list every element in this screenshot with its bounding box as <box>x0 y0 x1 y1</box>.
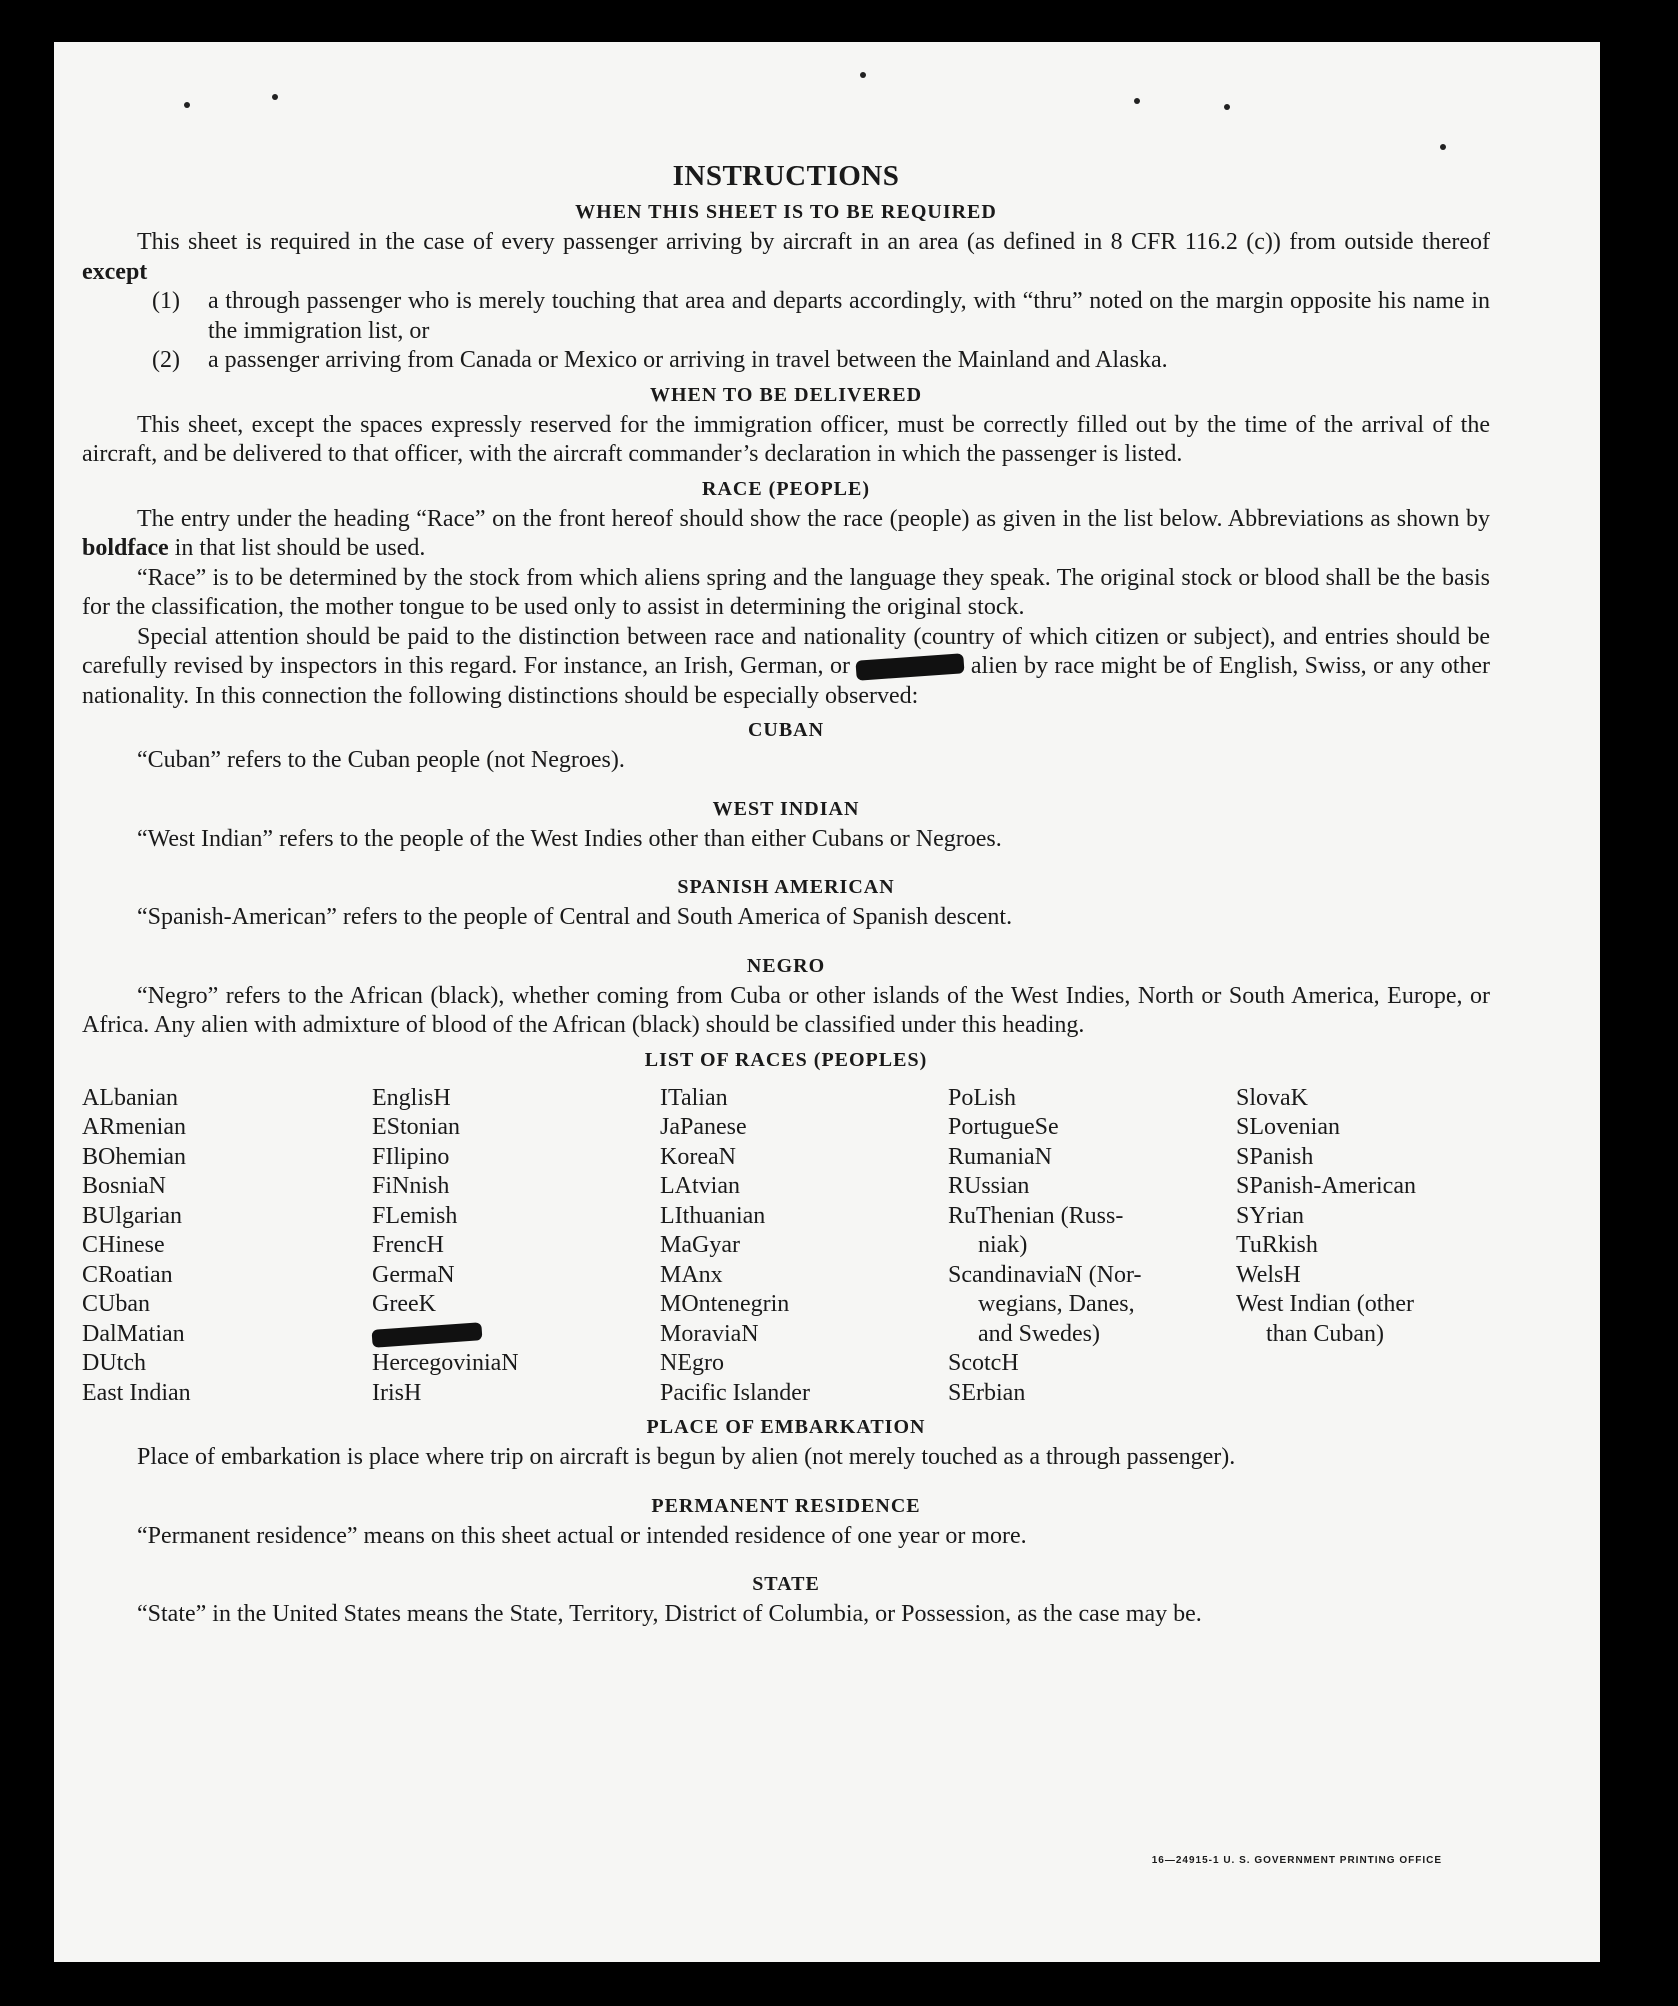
section-heading-state: STATE <box>752 1573 820 1595</box>
page-title: INSTRUCTIONS <box>672 160 900 192</box>
race-entry: DalMatian <box>82 1320 185 1347</box>
race-entry: ALbanian <box>82 1084 178 1111</box>
section-heading-west-indian: WEST INDIAN <box>712 797 860 820</box>
race-entry: MaGyar <box>660 1232 740 1258</box>
race-entry: HercegoviniaN <box>372 1350 519 1376</box>
race-entry: NEgro <box>660 1350 724 1376</box>
race-entry: SYrian <box>1236 1202 1304 1229</box>
race-entry: ScandinaviaN (Nor- <box>948 1261 1142 1288</box>
race-entry: than Cuban) <box>1266 1320 1384 1347</box>
section-heading-residence: PERMANENT RESIDENCE <box>651 1494 921 1517</box>
race-column <box>660 1084 948 1409</box>
race-entry: FrencH <box>372 1232 444 1258</box>
race-entry: ITalian <box>660 1084 728 1111</box>
race-paragraph-1: The entry under the heading “Race” on the front hereof should show the race (people) as given in the list below. Abbreviations as shown by boldface in that list should be used. <box>82 505 1490 561</box>
race-entry: RumaniaN <box>948 1143 1052 1170</box>
race-entry: IrisH <box>372 1379 422 1406</box>
section-heading-cuban: CUBAN <box>747 719 825 741</box>
scan-speck <box>184 102 190 108</box>
race-entry: GreeK <box>372 1291 436 1317</box>
race-entry: Pacific Islander <box>660 1379 810 1406</box>
race-entry: ARmenian <box>82 1114 186 1140</box>
race-column <box>372 1084 660 1409</box>
race-column <box>1236 1084 1486 1409</box>
required-item: (2) a passenger arriving from Canada or Mexico or arriving in travel between the Mainland and Alaska. <box>152 347 1168 373</box>
negro-text: “Negro” refers to the African (black), whether coming from Cuba or other islands of the West Indies, North or South America, Europe, or Africa. Any alien with admixture of blood of the African (black) should be classified under this heading. <box>82 982 1490 1038</box>
race-entry-redacted <box>372 1320 660 1350</box>
section-heading-spanish-american: SPANISH AMERICAN <box>677 876 895 898</box>
required-item: (1) a through passenger who is merely touching that area and departs accordingly, with “thru” noted on the margin opposite his name in the immigration list, or <box>152 288 1490 344</box>
race-entry: SPanish-American <box>1236 1173 1416 1199</box>
race-entry: FIlipino <box>372 1143 450 1170</box>
west-indian-text: “West Indian” refers to the people of the West Indies other than either Cubans or Negroes. <box>137 825 1002 852</box>
race-entry: ScotcH <box>948 1350 1019 1376</box>
race-entry: niak) <box>978 1232 1028 1258</box>
race-entry: MoraviaN <box>660 1320 759 1347</box>
section-heading-race: RACE (PEOPLE) <box>702 477 870 500</box>
race-entry: EnglisH <box>372 1084 451 1111</box>
scan-speck <box>860 72 866 78</box>
race-column <box>948 1084 1236 1409</box>
race-entry: FLemish <box>372 1202 458 1229</box>
race-paragraph-3: Special attention should be paid to the distinction between race and nationality (country of which citizen or subject), and entries should be carefully revised by inspectors in this regard. For instance, an Irish, German, or alien by race might be of English, Swiss, or any other nationality. In this connection the following distinctions should be especially observed: <box>82 623 1491 709</box>
race-entry: PoLish <box>948 1084 1017 1111</box>
race-entry: West Indian (other <box>1236 1291 1415 1317</box>
delivered-text: This sheet, except the spaces expressly reserved for the immigration officer, must be correctly filled out by the time of the arrival of the aircraft, and be delivered to that officer, with the aircraft commander’s declaration in which the passenger is listed. <box>82 411 1490 467</box>
scan-speck <box>1134 98 1140 104</box>
section-heading-list: LIST OF RACES (PEOPLES) <box>644 1048 928 1071</box>
spanish-american-text: “Spanish-American” refers to the people of Central and South America of Spanish descent. <box>137 904 1013 930</box>
section-heading-embarkation: PLACE OF EMBARKATION <box>646 1416 926 1438</box>
redaction-mark <box>372 1322 483 1348</box>
race-entry: LIthuanian <box>660 1202 766 1229</box>
race-entry: JaPanese <box>660 1114 747 1140</box>
race-entry: BOhemian <box>82 1143 186 1170</box>
race-entry: wegians, Danes, <box>978 1291 1135 1317</box>
race-entry: RuThenian (Russ- <box>948 1202 1124 1229</box>
race-entry: CHinese <box>82 1232 165 1258</box>
printer-imprint: 16—24915-1 U. S. GOVERNMENT PRINTING OFFICE <box>1151 1855 1442 1866</box>
embarkation-text: Place of embarkation is place where trip on aircraft is begun by alien (not merely touched as a through passenger). <box>137 1444 1236 1470</box>
scan-speck <box>1224 104 1230 110</box>
race-entry: SErbian <box>948 1379 1026 1406</box>
required-intro: This sheet is required in the case of every passenger arriving by aircraft in an area (as defined in 8 CFR 116.2 (c)) from outside thereof except <box>82 229 1490 285</box>
race-entry: CUban <box>82 1291 150 1317</box>
race-entry: LAtvian <box>660 1173 740 1199</box>
race-entry: and Swedes) <box>978 1320 1100 1347</box>
state-text: “State” in the United States means the State, Territory, District of Columbia, or Possession, as the case may be. <box>137 1601 1202 1627</box>
race-entry: DUtch <box>82 1350 146 1376</box>
race-entry: East Indian <box>82 1379 191 1406</box>
cuban-text: “Cuban” refers to the Cuban people (not Negroes). <box>137 747 625 773</box>
race-entry: TuRkish <box>1236 1232 1318 1258</box>
race-entry: FiNnish <box>372 1173 450 1199</box>
race-entry: CRoatian <box>82 1261 173 1288</box>
race-entry: GermaN <box>372 1261 455 1288</box>
race-entry: SlovaK <box>1236 1084 1308 1111</box>
race-entry: SLovenian <box>1236 1114 1340 1140</box>
instructions-content <box>82 160 1490 1630</box>
race-entry: MAnx <box>660 1261 723 1288</box>
race-column <box>82 1084 372 1409</box>
scan-speck <box>1440 144 1446 150</box>
race-entry: KoreaN <box>660 1143 736 1170</box>
section-heading-delivered: WHEN TO BE DELIVERED <box>649 383 923 406</box>
scan-speck <box>272 94 278 100</box>
redaction-mark <box>856 654 965 681</box>
race-entry: EStonian <box>372 1114 460 1140</box>
race-entry: BUlgarian <box>82 1202 182 1229</box>
race-entry: BosniaN <box>82 1173 166 1199</box>
residence-text: “Permanent residence” means on this sheet actual or intended residence of one year or more. <box>137 1522 1027 1549</box>
race-entry: WelsH <box>1236 1261 1301 1288</box>
section-heading-required: WHEN THIS SHEET IS TO BE REQUIRED <box>575 201 997 223</box>
race-list <box>82 1084 1490 1409</box>
race-entry: RUssian <box>948 1173 1030 1199</box>
document-page <box>54 42 1600 1962</box>
race-entry: PortugueSe <box>948 1114 1059 1140</box>
section-heading-negro: NEGRO <box>746 954 826 977</box>
race-entry: MOntenegrin <box>660 1291 790 1317</box>
race-entry: SPanish <box>1236 1143 1314 1170</box>
race-paragraph-2: “Race” is to be determined by the stock from which aliens spring and the language they speak. The original stock or blood shall be the basis for the classification, the mother tongue to be used only to assist in determining the original stock. <box>82 564 1490 620</box>
